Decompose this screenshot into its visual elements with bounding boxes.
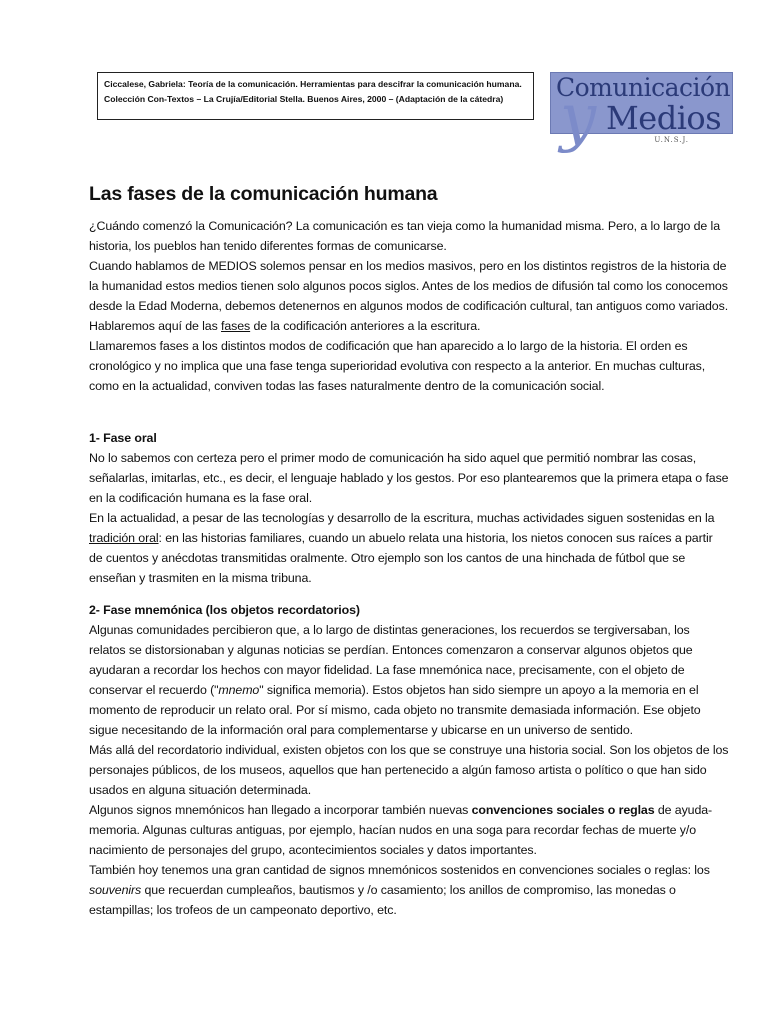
citation-line-1: Ciccalese, Gabriela: Teoría de la comunicación. Herramientas para descifrar la comunicación humana. [104,79,522,89]
section-2-paragraph-4-text: También hoy tenemos una gran cantidad de signos mnemónicos sostenidos en convenciones sociales o reglas: los [89,863,710,877]
section-2-paragraph-1-text: Algunas comunidades percibieron que, a lo largo de distintas generaciones, los recuerdos se tergiversaban, los relatos se distorsionaban y algunas noticias se perdían. Entonces comenzaron a conservar algunos objetos que ayudaran a recordar los hechos con mayor fidelidad. La fase mnemónica nace, precisamente, con el objeto de conservar el recuerdo (" [89,623,693,697]
intro-paragraph-3: Llamaremos fases a los distintos modos de codificación que han aparecido a lo largo de la historia. El orden es cronológico y no implica que una fase tenga superioridad evolutiva con respecto a la anterior. En muchas culturas, como en la actualidad, conviven todas las fases naturalmente dentro de la comunicación social. [89,339,706,393]
logo-text-comunicacion: Comunicación [556,73,731,102]
section-2-paragraph-3-tail: de ayuda-memoria. Algunas culturas antiguas, por ejemplo, hacían nudos en una soga para recordar fechas de muerte y/o nacimiento de personajes del grupo, acontecimientos sociales y datos importantes. [89,803,713,857]
citation-box [97,72,534,120]
convenciones-term: convenciones sociales o reglas [471,803,655,817]
section-2-paragraph-3-text: Algunos signos mnemónicos han llegado a incorporar también nuevas [89,803,472,817]
mnemo-term: mnemo [218,683,260,697]
page-title: Las fases de la comunicación humana [89,183,438,205]
section-2-paragraph-2: Más allá del recordatorio individual, existen objetos con los que se construye una historia social. Son los objetos de los personajes públicos, de los museos, aquellos que han pertenecido a algún famoso artista o político o que han sido usados en alguna situación determinada. [89,743,729,797]
section-1-heading: 1- Fase oral [89,431,157,445]
intro-paragraph-2-text: Cuando hablamos de MEDIOS solemos pensar en los medios masivos, pero en los distintos registros de la historia de la humanidad estos medios tienen solo algunos pocos siglos. Antes de los medios de difusión tal como los conocemos desde la Edad Moderna, debemos detenernos en algunos modos de codificación cultural, tan antiguos como variados. Hablaremos aquí de las [89,259,729,333]
section-1-paragraph-2 [89,508,729,588]
section-2-paragraph-1 [89,620,729,740]
tradicion-oral-link: tradición oral [89,531,159,545]
intro-paragraph-1: ¿Cuándo comenzó la Comunicación? La comunicación es tan vieja como la humanidad misma. Pero, a lo largo de la historia, los pueblos han tenido diferentes formas de comunicarse. [89,219,721,253]
logo-text-medios: Medios [606,99,722,137]
section-2-heading: 2- Fase mnemónica (los objetos recordatorios) [89,603,360,617]
fases-link: fases [221,319,251,333]
section-2-paragraph-3 [89,800,729,860]
logo [550,72,733,160]
logo-text-y: y [560,81,597,155]
section-2-paragraph-4 [89,860,729,920]
section-1-paragraph-2-tail: : en las historias familiares, cuando un abuelo relata una historia, los nietos conocen sus raíces a partir de cuentos y anécdotas transmitidas oralmente. Otro ejemplo son los cantos de una hinchada de fútbol que se enseñan y trasmiten en la misma tribuna. [89,531,713,585]
intro-paragraph-2 [89,256,729,336]
citation-line-2: Colección Con-Textos – La Crujía/Editorial Stella. Buenos Aires, 2000 – (Adaptación de la cátedra) [104,94,504,104]
section-2-paragraph-4-tail: que recuerdan cumpleaños, bautismos y /o casamiento; los anillos de compromiso, las monedas o estampillas; los trofeos de un campeonato deportivo, etc. [89,883,676,917]
section-1-paragraph-1: No lo sabemos con certeza pero el primer modo de comunicación ha sido aquel que permitió nombrar las cosas, señalarlas, imitarlas, etc., es decir, el lenguaje hablado y los gestos. Por eso plantearemos que la primera etapa o fase en la codificación humana es la fase oral. [89,451,729,505]
logo-text-unsj: U.N.S.J. [654,136,689,144]
souvenirs-term: souvenirs [89,883,142,897]
intro-paragraph-2-tail: de la codificación anteriores a la escritura. [250,319,481,333]
section-1-paragraph-2-text: En la actualidad, a pesar de las tecnologías y desarrollo de la escritura, muchas actividades siguen sostenidas en la [89,511,715,525]
document-body [89,216,729,920]
section-2-paragraph-1-tail: " significa memoria). Estos objetos han sido siempre un apoyo a la memoria en el momento de reproducir un relato oral. Por sí mismo, cada objeto no transmite demasiada información. Ese objeto sigue necesitando de la información oral para complementarse y ubicarse en un universo de sentido. [89,683,701,737]
